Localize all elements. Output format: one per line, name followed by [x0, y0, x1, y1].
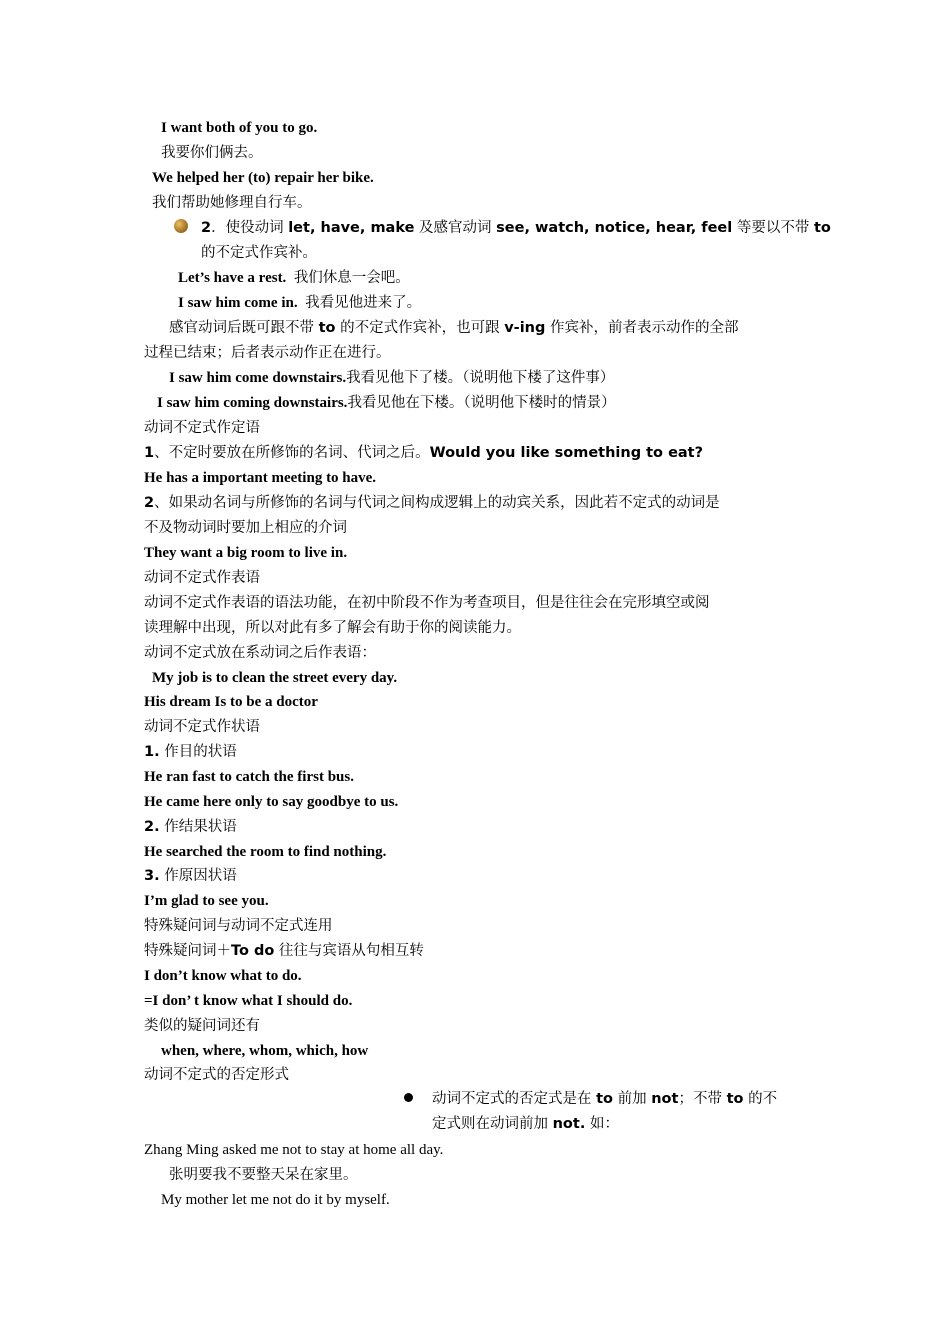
example-sentence: His dream Is to be a doctor — [144, 694, 318, 710]
rule-number: 2 — [144, 495, 155, 511]
example-sentence: =I don’ t know what I should do. — [144, 993, 353, 1009]
example-sentence: They want a big room to live in. — [144, 545, 348, 561]
rule-paragraph-cont — [432, 1114, 619, 1134]
subheading — [144, 742, 237, 762]
text-run: 、如果动名词与所修饰的名词与代词之间构成逻辑上的动宾关系，因此若不定式的动词是 — [154, 495, 720, 511]
rule-paragraph — [201, 218, 831, 238]
example-sentence: He came here only to say goodbye to us. — [144, 794, 399, 810]
translation: 我要你们俩去。 — [161, 145, 263, 161]
example-line — [157, 393, 616, 413]
example-sentence: I don’t know what to do. — [144, 968, 302, 984]
example-line — [178, 293, 421, 313]
text-run: ；不带 — [678, 1091, 727, 1107]
example-sentence: We helped her (to) repair her bike. — [152, 170, 374, 186]
text-run: v-ing — [504, 320, 546, 336]
text-run: ．使役动词 — [211, 220, 289, 236]
explanation-paragraph: 动词不定式作表语的语法功能，在初中阶段不作为考查项目，但是往往会在完形填空或阅 — [144, 595, 710, 611]
text-run: 如： — [585, 1116, 619, 1132]
text-run: to — [813, 220, 831, 236]
text-run: 特殊疑问词＋ — [144, 943, 231, 959]
translation: 我看见他下了楼。（说明他下楼了这件事） — [346, 370, 615, 386]
subheading — [144, 817, 237, 837]
text-run: 、不定时要放在所修饰的名词、代词之后。 — [154, 445, 430, 461]
subheading — [144, 866, 237, 886]
explanation-paragraph — [169, 318, 739, 338]
text-run: 作原因状语 — [164, 868, 237, 884]
rule-number: 1. — [144, 744, 160, 760]
rule-number: 3. — [144, 868, 160, 884]
example-sentence: Zhang Ming asked me not to stay at home all day. — [144, 1142, 444, 1158]
rule-paragraph — [144, 443, 703, 463]
example-sentence: when, where, whom, which, how — [161, 1043, 369, 1059]
text-run: 作宾补，前者表示动作的全部 — [545, 320, 739, 336]
translation: 我们帮助她修理自行车。 — [152, 195, 312, 211]
text-run: 的不 — [743, 1091, 778, 1107]
text-run: 感官动词后既可跟不带 — [169, 320, 319, 336]
text-run: see, watch, notice, hear, feel — [496, 220, 733, 236]
text-run: to — [318, 320, 336, 336]
rule-paragraph-cont: 不及物动词时要加上相应的介词 — [144, 520, 347, 536]
example-sentence: I saw him come in. — [178, 295, 298, 311]
section-heading: 特殊疑问词与动词不定式连用 — [144, 918, 333, 934]
section-heading: 动词不定式作状语 — [144, 719, 260, 735]
explanation-line: 动词不定式放在系动词之后作表语： — [144, 645, 376, 661]
rule-number: 2. — [144, 819, 160, 835]
example-sentence: He has a important meeting to have. — [144, 470, 377, 486]
translation: 我看见他进来了。 — [305, 295, 422, 311]
example-sentence: I want both of you to go. — [161, 120, 318, 136]
rule-number: 1 — [144, 445, 155, 461]
text-run: to — [726, 1091, 744, 1107]
text-run: to — [596, 1091, 614, 1107]
rule-paragraph — [144, 493, 720, 513]
section-heading: 动词不定式作定语 — [144, 420, 260, 436]
example-sentence: My mother let me not do it by myself. — [161, 1192, 390, 1208]
translation: 我看见他在下楼。（说明他下楼时的情景） — [347, 395, 616, 411]
bullet-dot-icon — [404, 1093, 413, 1102]
text-run: 前加 — [613, 1091, 652, 1107]
example-line — [169, 368, 614, 388]
rule-paragraph-cont: 的不定式作宾补。 — [201, 245, 317, 261]
text-run: 动词不定式的否定式是在 — [432, 1091, 597, 1107]
example-sentence: Let’s have a rest. — [178, 270, 287, 286]
text-run: 作结果状语 — [164, 819, 237, 835]
explanation-line — [144, 941, 424, 961]
example-sentence: I’m glad to see you. — [144, 893, 269, 909]
example-sentence: I saw him coming downstairs. — [157, 395, 348, 411]
explanation-paragraph-cont: 读理解中出现，所以对此有多了解会有助于你的阅读能力。 — [144, 620, 521, 636]
rule-paragraph — [432, 1089, 777, 1109]
text-run: 及感官动词 — [414, 220, 497, 236]
rule-number: 2 — [201, 220, 212, 236]
text-run: To do — [231, 943, 275, 959]
text-run: 往往与宾语从句相互转 — [274, 943, 424, 959]
text-run: 的不定式作宾补，也可跟 — [335, 320, 505, 336]
text-run: not. — [552, 1116, 586, 1132]
example-line — [178, 268, 410, 288]
example-sentence: My job is to clean the street every day. — [152, 670, 398, 686]
text-run: let, have, make — [288, 220, 415, 236]
explanation-paragraph-cont: 过程已结束；后者表示动作正在进行。 — [144, 345, 391, 361]
example-sentence: I saw him come downstairs. — [169, 370, 347, 386]
text-run: Would you like something to eat? — [429, 445, 704, 461]
text-run: not — [651, 1091, 679, 1107]
text-run: 作目的状语 — [164, 744, 237, 760]
bullet-image-icon — [174, 219, 188, 233]
translation: 我们休息一会吧。 — [293, 270, 410, 286]
text-run: 定式则在动词前加 — [432, 1116, 553, 1132]
translation: 张明要我不要整天呆在家里。 — [169, 1167, 358, 1183]
text-run: 等要以不带 — [732, 220, 814, 236]
section-heading: 动词不定式的否定形式 — [144, 1067, 289, 1083]
explanation-line: 类似的疑问词还有 — [144, 1018, 260, 1034]
section-heading: 动词不定式作表语 — [144, 570, 260, 586]
example-sentence: He searched the room to find nothing. — [144, 844, 387, 860]
example-sentence: He ran fast to catch the first bus. — [144, 769, 354, 785]
